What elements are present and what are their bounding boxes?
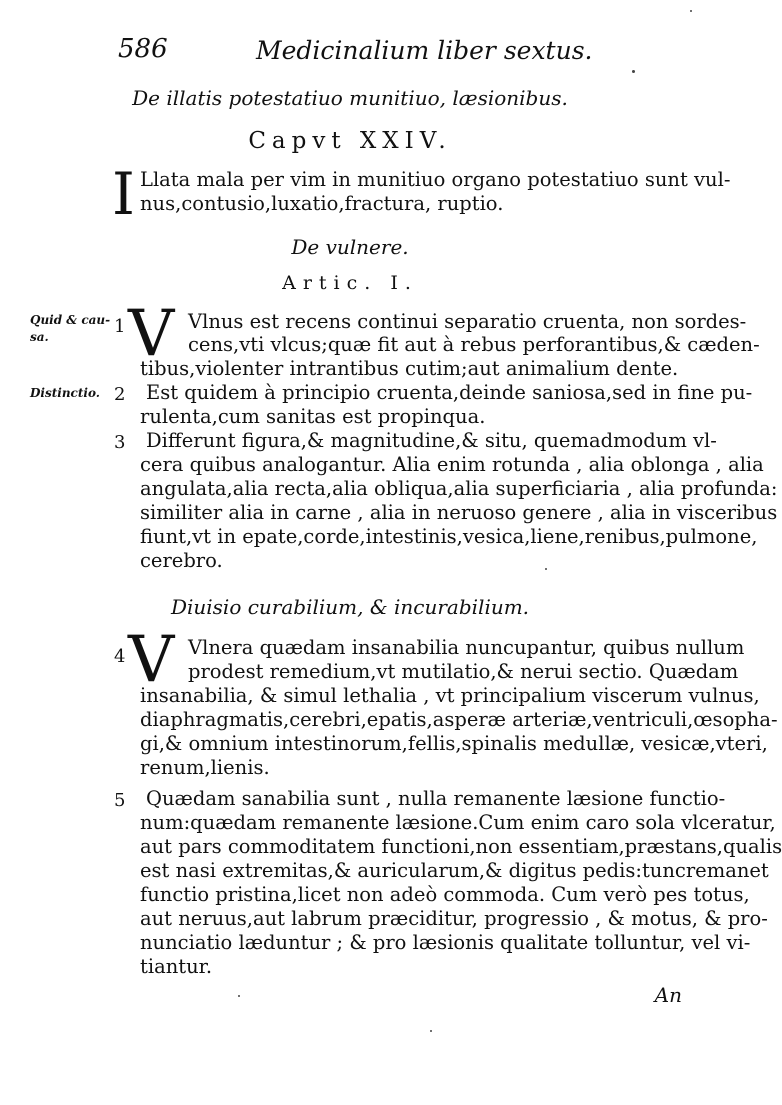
section-title-diuisio: Diuisio curabilium, & incurabilium. bbox=[170, 595, 530, 619]
p1-line-2: cens,vti vlcus;quæ fit aut à rebus perforantibus,& cæden- bbox=[188, 333, 760, 356]
p1-dropcap: V bbox=[128, 297, 175, 371]
p3-line-1: Differunt figura,& magnitudine,& situ, quemadmodum vl- bbox=[146, 429, 717, 452]
ink-speck bbox=[632, 70, 635, 73]
p5-line-3: aut pars commoditatem functioni,non essentiam,præstans,qualis bbox=[140, 835, 782, 858]
p4-line-2: prodest remedium,vt mutilatio,& nerui sectio. Quædam bbox=[188, 660, 739, 683]
p5-line-7: nunciatio læduntur ; & pro læsionis qualitate tolluntur, vel vi- bbox=[140, 931, 751, 954]
article-heading: Artic. I. bbox=[282, 272, 418, 294]
p5-line-6: aut neruus,aut labrum præciditur, progressio , & motus, & pro- bbox=[140, 907, 768, 930]
p2-line-2: rulenta,cum sanitas est propinqua. bbox=[140, 405, 486, 428]
intro-line-2: nus,contusio,luxatio,fractura, ruptio. bbox=[140, 192, 504, 215]
p3-line-2: cera quibus analogantur. Alia enim rotunda , alia oblonga , alia bbox=[140, 453, 764, 476]
ink-speck bbox=[430, 1030, 432, 1032]
page-number: 586 bbox=[118, 34, 168, 64]
p4-dropcap: V bbox=[128, 623, 175, 697]
p5-line-1: Quædam sanabilia sunt , nulla remanente læsione functio- bbox=[146, 787, 726, 810]
page-header bbox=[118, 34, 593, 70]
p2-line-1: Est quidem à principio cruenta,deinde saniosa,sed in fine pu- bbox=[146, 381, 753, 404]
p4-line-4: diaphragmatis,cerebri,epatis,asperæ arteriæ,ventriculi,œsopha- bbox=[140, 708, 778, 731]
margin-note-quid-cont: sa. bbox=[30, 330, 49, 344]
p5-line-5: functio pristina,licet non adeò commoda. Cum verò pes totus, bbox=[140, 883, 750, 906]
p1-line-3: tibus,violenter intrantibus cutim;aut animalium dente. bbox=[140, 357, 679, 380]
p4-line-5: gi,& omnium intestinorum,fellis,spinalis medullæ, vesicæ,vteri, bbox=[140, 732, 768, 755]
p3-line-3: angulata,alia recta,alia obliqua,alia superficiaria , alia profunda: bbox=[140, 477, 778, 500]
ink-speck bbox=[690, 10, 692, 12]
p4-line-1: Vlnera quædam insanabilia nuncupantur, quibus nullum bbox=[188, 636, 745, 659]
paragraph-number: 3 bbox=[114, 432, 126, 453]
p3-line-4: similiter alia in carne , alia in neruoso genere , alia in visceribus bbox=[140, 501, 778, 524]
paragraph-number: 4 bbox=[114, 646, 126, 667]
p4-line-6: renum,lienis. bbox=[140, 756, 270, 779]
margin-note-quid: Quid & cau- bbox=[30, 313, 111, 327]
p3-line-6: cerebro. bbox=[140, 549, 223, 572]
p5-line-2: num:quædam remanente læsione.Cum enim caro sola vlceratur, bbox=[140, 811, 776, 834]
p1-line-1: Vlnus est recens continui separatio cruenta, non sordes- bbox=[188, 310, 747, 333]
paragraph-number: 1 bbox=[114, 316, 126, 337]
margin-note-distinctio: Distinctio. bbox=[30, 386, 100, 400]
running-title: Medicinalium liber sextus. bbox=[256, 36, 593, 65]
chapter-heading: Capvt XXIV. bbox=[248, 128, 452, 154]
p5-line-8: tiantur. bbox=[140, 955, 213, 978]
chapter-subtitle: De illatis potestatiuo munitiuo, læsionibus. bbox=[132, 86, 568, 110]
section-title-de-vulnere: De vulnere. bbox=[291, 235, 409, 259]
p4-line-3: insanabilia, & simul lethalia , vt principalium viscerum vulnus, bbox=[140, 684, 760, 707]
p3-line-5: fiunt,vt in epate,corde,intestinis,vesica,liene,renibus,pulmone, bbox=[140, 525, 758, 548]
ink-speck bbox=[238, 995, 240, 997]
intro-dropcap: I bbox=[112, 160, 135, 228]
intro-line-1: Llata mala per vim in munitiuo organo potestatiuo sunt vul- bbox=[140, 168, 731, 191]
p5-line-4: est nasi extremitas,& auricularum,& digitus pedis:tuncremanet bbox=[140, 859, 769, 882]
ink-speck bbox=[545, 568, 547, 570]
paragraph-number: 5 bbox=[114, 790, 126, 811]
catchword: An bbox=[654, 983, 682, 1007]
paragraph-number: 2 bbox=[114, 384, 126, 405]
